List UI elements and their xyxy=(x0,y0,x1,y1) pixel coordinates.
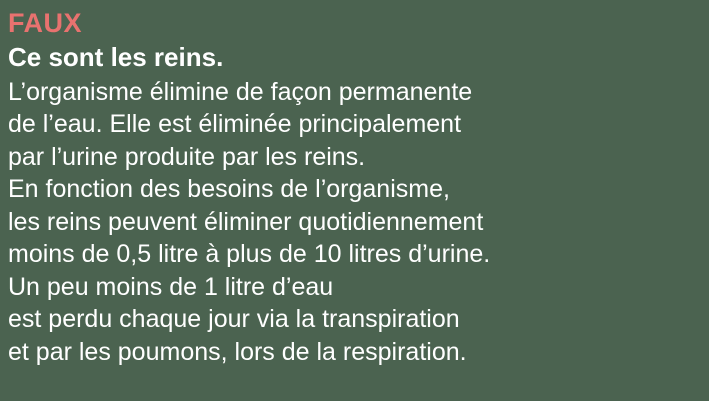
explanation-line: L’organisme élimine de façon permanente xyxy=(8,77,473,106)
explanation-line: de l’eau. Elle est éliminée principalement xyxy=(8,110,462,139)
explanation-line: est perdu chaque jour via la transpiration xyxy=(8,305,460,334)
explanation-line: moins de 0,5 litre à plus de 10 litres d’urine. xyxy=(8,240,491,269)
explanation-line: par l’urine produite par les reins. xyxy=(8,142,366,171)
explanation-text xyxy=(8,76,699,369)
explanation-line: Un peu moins de 1 litre d’eau xyxy=(8,272,334,301)
explanation-line: En fonction des besoins de l’organisme, xyxy=(8,175,450,204)
lead-statement: Ce sont les reins. xyxy=(8,41,224,72)
explanation-line: et par les poumons, lors de la respiration. xyxy=(8,337,467,366)
explanation-line: les reins peuvent éliminer quotidiennement xyxy=(8,207,484,236)
verdict-label: FAUX xyxy=(8,8,83,38)
